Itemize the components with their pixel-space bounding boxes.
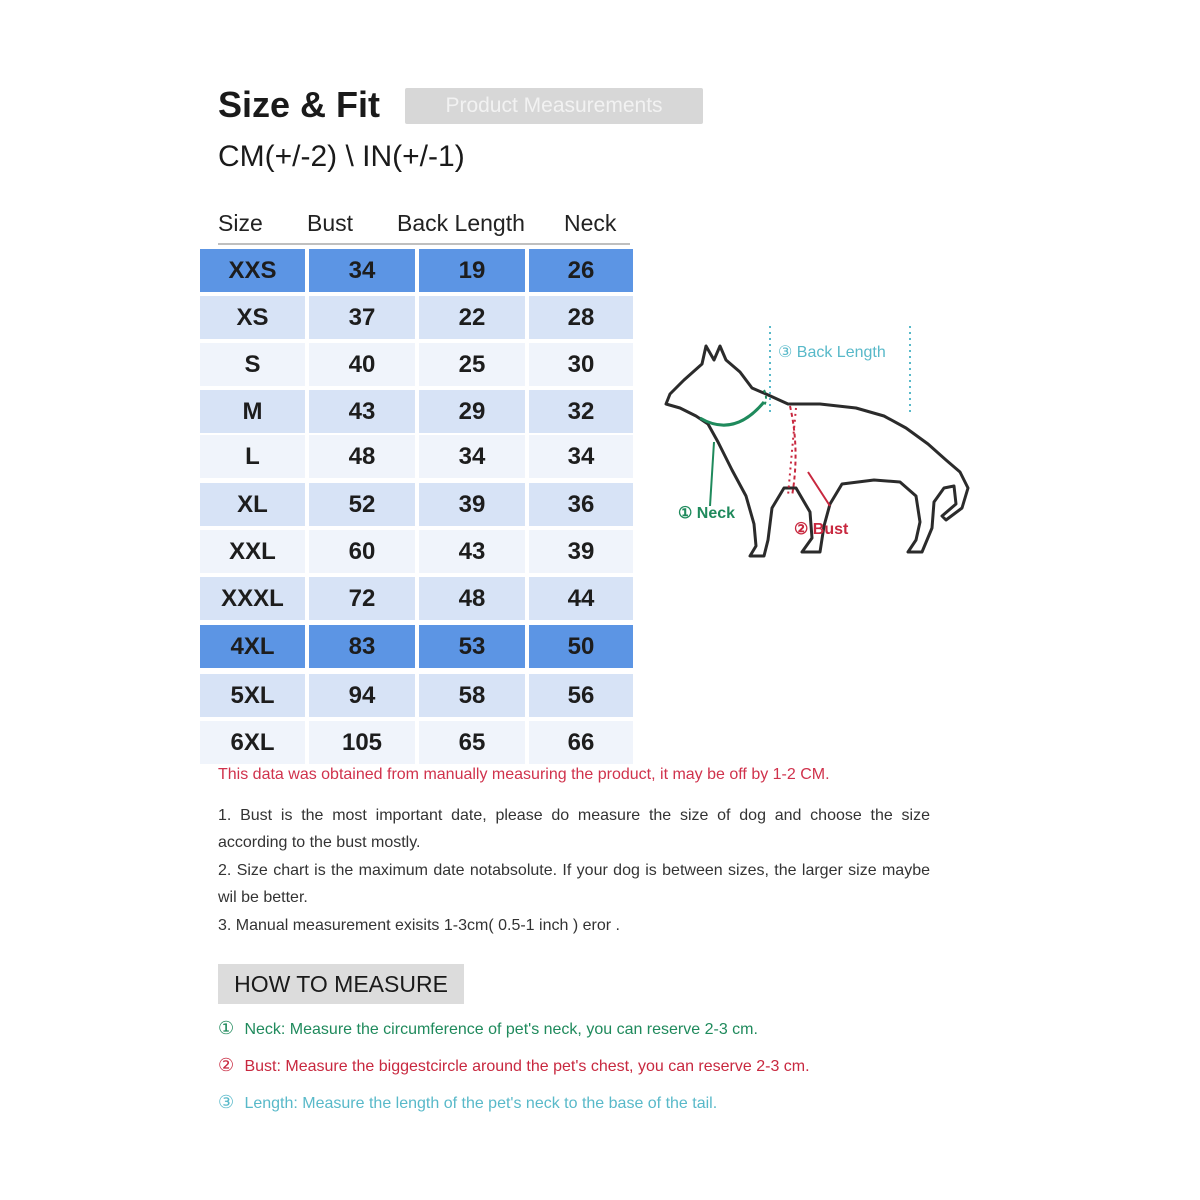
table-row bbox=[200, 577, 637, 620]
item-text: Length: Measure the length of the pet's neck to the base of the tail. bbox=[244, 1095, 718, 1112]
cell-neck: 28 bbox=[529, 296, 633, 339]
column-header-bust: Bust bbox=[307, 210, 354, 236]
cell-neck: 34 bbox=[529, 435, 633, 478]
cell-neck: 26 bbox=[529, 249, 633, 292]
column-header-neck: Neck bbox=[564, 210, 617, 236]
note-3: 3. Manual measurement exisits 1-3cm( 0.5-1 inch ) eror . bbox=[218, 917, 620, 934]
item-text: Neck: Measure the circumference of pet's neck, you can reserve 2-3 cm. bbox=[244, 1021, 758, 1038]
cell-back-length: 43 bbox=[419, 530, 525, 573]
cell-back-length: 58 bbox=[419, 674, 525, 717]
cell-bust: 48 bbox=[309, 435, 415, 478]
column-header-size: Size bbox=[218, 210, 263, 236]
cell-back-length: 48 bbox=[419, 577, 525, 620]
back-length-label: ③ Back Length bbox=[778, 344, 886, 361]
cell-size: M bbox=[200, 390, 305, 433]
table-row bbox=[200, 249, 637, 292]
bust-label: ② Bust bbox=[794, 521, 849, 538]
cell-size: XXXL bbox=[200, 577, 305, 620]
how-to-item-length bbox=[218, 1092, 717, 1113]
cell-bust: 40 bbox=[309, 343, 415, 386]
table-row bbox=[200, 625, 637, 668]
neck-label: ① Neck bbox=[678, 505, 736, 522]
table-row bbox=[200, 296, 637, 339]
cell-bust: 72 bbox=[309, 577, 415, 620]
cell-bust: 83 bbox=[309, 625, 415, 668]
cell-neck: 50 bbox=[529, 625, 633, 668]
cell-back-length: 34 bbox=[419, 435, 525, 478]
table-row bbox=[200, 435, 637, 478]
cell-neck: 44 bbox=[529, 577, 633, 620]
table-row bbox=[200, 483, 637, 526]
cell-size: XS bbox=[200, 296, 305, 339]
disclaimer-text: This data was obtained from manually measuring the product, it may be off by 1-2 CM. bbox=[218, 766, 830, 783]
cell-back-length: 53 bbox=[419, 625, 525, 668]
cell-neck: 30 bbox=[529, 343, 633, 386]
cell-back-length: 39 bbox=[419, 483, 525, 526]
cell-size: XXS bbox=[200, 249, 305, 292]
item-number: ① bbox=[218, 1018, 235, 1038]
cell-neck: 36 bbox=[529, 483, 633, 526]
cell-bust: 34 bbox=[309, 249, 415, 292]
table-row bbox=[200, 390, 637, 433]
cell-size: 4XL bbox=[200, 625, 305, 668]
cell-bust: 52 bbox=[309, 483, 415, 526]
table-row bbox=[200, 530, 637, 573]
cell-bust: 43 bbox=[309, 390, 415, 433]
table-row bbox=[200, 343, 637, 386]
how-to-item-bust bbox=[218, 1055, 810, 1076]
cell-back-length: 25 bbox=[419, 343, 525, 386]
units-note: CM(+/-2) \ IN(+/-1) bbox=[218, 140, 465, 173]
how-to-item-neck bbox=[218, 1018, 758, 1039]
note-1: 1. Bust is the most important date, please do measure the size of dog and choose the size according to the bust mostly. bbox=[218, 807, 930, 851]
cell-back-length: 29 bbox=[419, 390, 525, 433]
cell-size: S bbox=[200, 343, 305, 386]
page-title: Size & Fit bbox=[218, 84, 381, 125]
header-divider bbox=[218, 243, 630, 245]
column-header-back-length: Back Length bbox=[397, 210, 525, 236]
cell-bust: 37 bbox=[309, 296, 415, 339]
cell-neck: 32 bbox=[529, 390, 633, 433]
cell-back-length: 65 bbox=[419, 721, 525, 764]
cell-neck: 66 bbox=[529, 721, 633, 764]
table-row bbox=[200, 721, 637, 764]
item-text: Bust: Measure the biggestcircle around the pet's chest, you can reserve 2-3 cm. bbox=[244, 1058, 810, 1075]
how-to-measure-heading: HOW TO MEASURE bbox=[218, 964, 464, 1004]
dog-measurement-diagram bbox=[660, 320, 980, 585]
note-2: 2. Size chart is the maximum date notabsolute. If your dog is between sizes, the larger size maybe wil be better. bbox=[218, 862, 930, 906]
cell-size: L bbox=[200, 435, 305, 478]
cell-bust: 94 bbox=[309, 674, 415, 717]
cell-bust: 105 bbox=[309, 721, 415, 764]
product-measurements-badge: Product Measurements bbox=[405, 88, 703, 124]
item-number: ③ bbox=[218, 1092, 235, 1112]
cell-back-length: 19 bbox=[419, 249, 525, 292]
cell-neck: 56 bbox=[529, 674, 633, 717]
cell-size: 5XL bbox=[200, 674, 305, 717]
table-row bbox=[200, 674, 637, 717]
cell-bust: 60 bbox=[309, 530, 415, 573]
cell-neck: 39 bbox=[529, 530, 633, 573]
cell-size: XXL bbox=[200, 530, 305, 573]
neck-pointer-line bbox=[710, 442, 714, 506]
cell-back-length: 22 bbox=[419, 296, 525, 339]
cell-size: XL bbox=[200, 483, 305, 526]
cell-size: 6XL bbox=[200, 721, 305, 764]
item-number: ② bbox=[218, 1055, 235, 1075]
